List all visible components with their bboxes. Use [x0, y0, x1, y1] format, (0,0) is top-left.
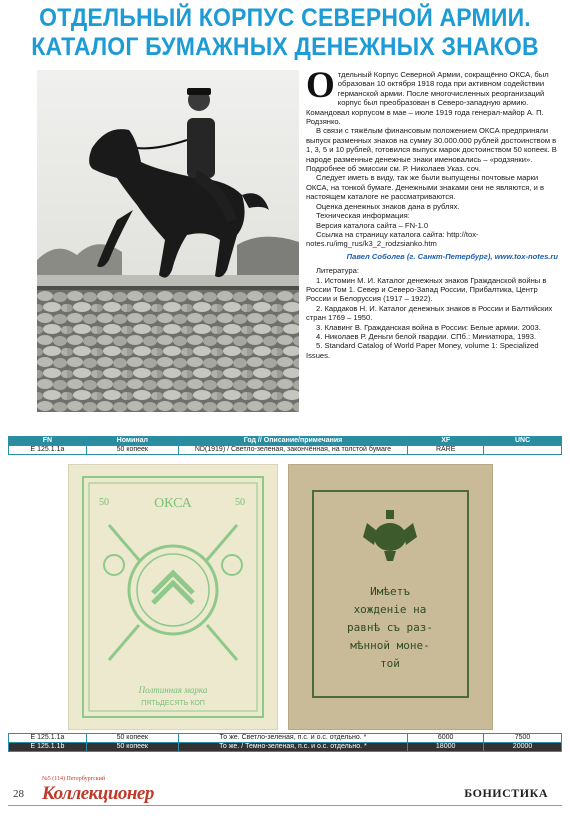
- article-paragraph-6: Версия каталога сайта – FN-1.0: [316, 220, 429, 230]
- title-line-1: ОТДЕЛЬНЫЙ КОРПУС СЕВЕРНОЙ АРМИИ.: [39, 4, 531, 32]
- banknote-back-image: [288, 464, 493, 730]
- references: [306, 266, 558, 360]
- cell-unc: [484, 446, 562, 455]
- cell-denomination: 50 копеек: [86, 446, 178, 455]
- col-unc-header: UNC: [484, 437, 562, 446]
- reference-item: 5. Standard Catalog of World Paper Money, volume 1: Specialized Issues.: [306, 341, 539, 360]
- references-heading: Литература:: [316, 266, 359, 276]
- page-number: 28: [13, 788, 24, 800]
- article-paragraph-4: Оценка денежных знаков дана в рублях.: [316, 201, 460, 211]
- note-corner-value: 50: [235, 497, 245, 508]
- article-paragraph-3: Следует иметь в виду, так же были выпущены почтовые марки ОКСА, на тонкой бумаге. Денежными знаками они не являются, и в настоящем каталоге не рассматриваются.: [306, 173, 544, 202]
- table-row: [9, 446, 562, 455]
- section-name: БОНИСТИКА: [464, 786, 548, 800]
- col-denomination-header: Номинал: [86, 437, 178, 446]
- catalog-table-bottom: [8, 733, 562, 752]
- cell-xf: 18000: [408, 743, 484, 752]
- reference-item: 4. Николаев Р. Деньги белой гвардии. СПб.: Миниатюра, 1993.: [316, 331, 537, 341]
- reference-item: 1. Истомин М. И. Каталог денежных знаков Гражданской войны в России Том 1. Север и Северо-Запад России, Прибалтика, Центр России и Белоруссия (1917 – 1922).: [306, 275, 547, 304]
- magazine-logo: [42, 776, 154, 804]
- article-text: [306, 65, 558, 360]
- footer-rule: [8, 805, 562, 806]
- table-row: [9, 743, 562, 752]
- cell-xf: 6000: [408, 734, 484, 743]
- logo-title: Коллекционер: [42, 783, 154, 804]
- cell-description: То же. / Темно-зеленая, п.с. и о.с. отдельно. *: [178, 743, 408, 752]
- cell-denomination: 50 копеек: [86, 734, 178, 743]
- catalog-table-top: [8, 436, 562, 455]
- article-paragraph-5: Техническая информация:: [316, 211, 410, 221]
- article-paragraph-2: В связи с тяжёлым финансовым положением ОКСА предприняли выпуск разменных знаков на сумму 30.000.000 рублей достоинством в 1, 3, 5 и 10 рублей, готовился выпуск марок достоинством 50 копеек. В народе разменные денежные знаки именовались – «родзянки». Подробнее об эмиссии см. Р. Николаев Указ. соч.: [306, 126, 557, 174]
- cell-denomination: 50 копеек: [86, 743, 178, 752]
- article-paragraph-7: Ссылка на страницу каталога сайта: http://tox-notes.ru/img_rus/k3_2_rodzsianko.htm: [306, 229, 479, 249]
- cell-description: ND(1919) / Светло-зеленая, закончённая, на толстой бумаге: [178, 446, 408, 455]
- article-paragraph-1: тдельный Корпус Северной Армии, сокращённо ОКСА, был образован 10 октября 1918 года при активном содействии германской армии. После многочисленных реорганизаций корпус был преобразован в Северо-западную армию. Командовал корпусом в мае – июле 1919 года генерал-майор А. П. Родзянко.: [306, 70, 549, 127]
- reference-item: 3. Клавинг В. Гражданская война в России: Белые армии. 2003.: [316, 322, 541, 332]
- note-corner-value: 50: [99, 497, 109, 508]
- logo-issue: №5 (114) Петербургский: [42, 776, 106, 782]
- cell-fn: E 125.1.1a: [9, 446, 87, 455]
- note-bottom-text-2: ПЯТЬДЕСЯТЬ КОП: [141, 700, 205, 707]
- col-xf-header: XF: [408, 437, 484, 446]
- note-bottom-text-1: Полтинная марка: [138, 685, 208, 695]
- title-line-2: КАТАЛОГ БУМАЖНЫХ ДЕНЕЖНЫХ ЗНАКОВ: [31, 33, 539, 61]
- rider-photo: [37, 70, 299, 412]
- cell-unc: 7500: [484, 734, 562, 743]
- col-fn-header: FN: [9, 437, 87, 446]
- col-description-header: Год // Описание/примечания: [178, 437, 408, 446]
- banknote-front-image: [68, 464, 278, 730]
- drop-cap: О: [306, 65, 335, 106]
- note-back-line-5: той: [380, 657, 400, 670]
- cell-xf: RARE: [408, 446, 484, 455]
- cell-description: То же. Светло-зеленая, п.с. и о.с. отдельно. *: [178, 734, 408, 743]
- article-author: Павел Соболев (г. Санкт-Петербург), www.tox-notes.ru: [346, 251, 558, 261]
- cell-fn: E 125.1.1a: [9, 734, 87, 743]
- note-back-line-2: хожденіе на: [353, 603, 427, 616]
- note-abbr: ОКСА: [154, 496, 192, 511]
- reference-item: 2. Кардаков Н. И. Каталог денежных знаков в России и Балтийских стран 1769 – 1950.: [306, 303, 553, 323]
- cell-fn: E 125.1.1b: [9, 743, 87, 752]
- double-headed-eagle-icon: [363, 510, 417, 561]
- table-header-row: [9, 437, 562, 446]
- note-back-line-4: мѣнной моне-: [350, 639, 430, 652]
- note-back-line-3: равнѣ съ раз-: [346, 621, 434, 634]
- table-row: [9, 734, 562, 743]
- note-back-line-1: Имѣетъ: [370, 585, 410, 598]
- cell-unc: 20000: [484, 743, 562, 752]
- page-title: [23, 4, 547, 62]
